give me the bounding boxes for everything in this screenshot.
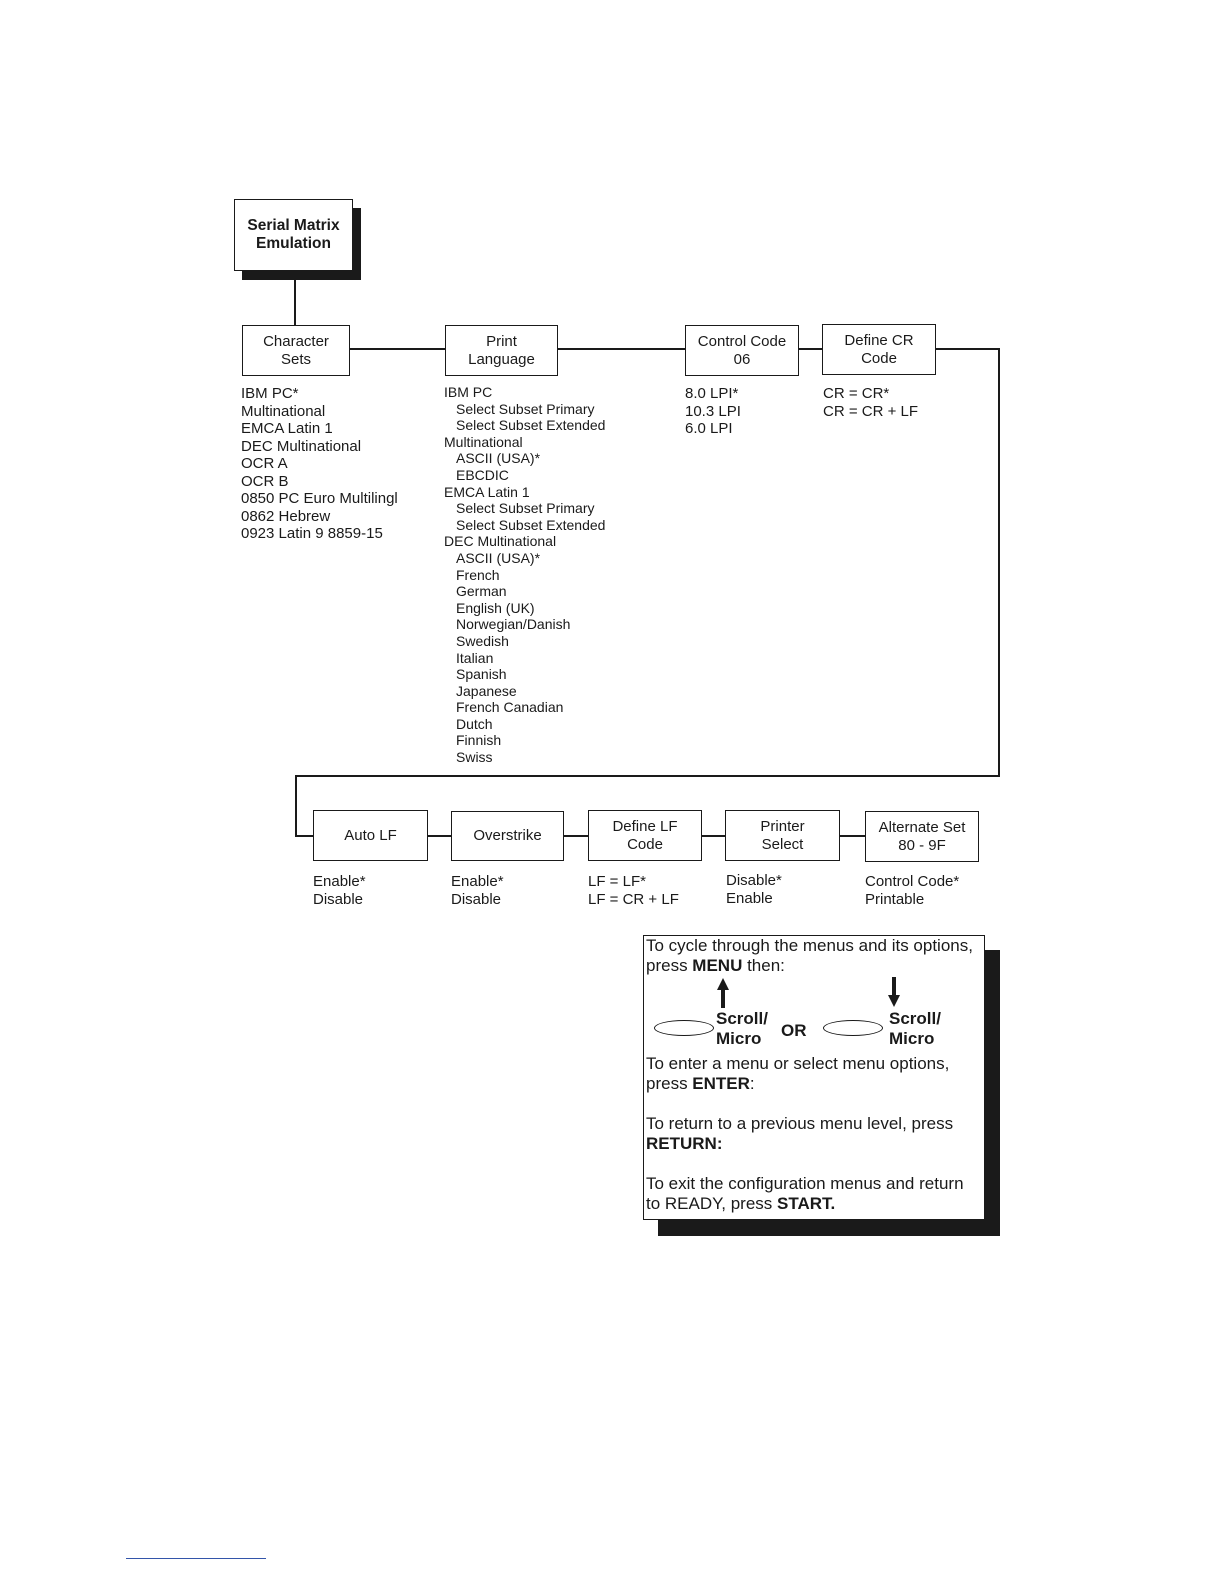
option-item: Disable*	[726, 872, 782, 889]
option-item: Printable	[865, 890, 925, 908]
menu-box-print-language	[445, 325, 558, 376]
menu-box-label-line1: Auto LF	[344, 826, 397, 844]
menu-box-label-line1: Overstrike	[473, 827, 542, 844]
option-item: EMCA Latin 1	[241, 420, 333, 437]
menu-box-label-line1: Define LF	[612, 817, 678, 835]
menu-box-overstrike	[451, 811, 564, 861]
legend-exit-pre: To exit the configuration menus and return to READY, press	[646, 1174, 964, 1213]
option-group-heading: Multinational	[444, 433, 523, 450]
connector-row1-a	[349, 348, 445, 350]
option-item: ASCII (USA)*	[456, 450, 541, 467]
option-item: English (UK)	[456, 599, 535, 616]
option-item: Select Subset Extended	[456, 417, 606, 434]
option-item: Disable	[451, 890, 502, 908]
menu-box-label-line2: Select	[761, 835, 804, 853]
option-item: EBCDIC	[456, 466, 509, 483]
option-item: Norwegian/Danish	[456, 616, 571, 633]
option-group-heading: DEC Multinational	[444, 533, 557, 550]
legend-cycle-post: then:	[742, 956, 785, 975]
scroll-up-label-line2: Micro	[716, 1029, 762, 1048]
option-item: 8.0 LPI*	[685, 385, 739, 402]
option-item: Enable*	[451, 873, 504, 890]
option-item: 6.0 LPI	[685, 420, 733, 437]
define-cr-options	[823, 385, 918, 420]
connector-row1-b	[557, 348, 685, 350]
menu-box-label-line1: Printer	[760, 817, 805, 835]
connector-left-down	[295, 775, 297, 836]
scroll-down-label-line1: Scroll/	[889, 1009, 941, 1028]
arrow-down-icon	[887, 977, 901, 1007]
option-item: Control Code*	[865, 873, 960, 890]
or-label: OR	[781, 1021, 807, 1040]
option-group-heading: IBM PC	[444, 384, 493, 400]
option-item: OCR B	[241, 472, 289, 490]
option-item: Finnish	[456, 732, 502, 749]
option-item: 10.3 LPI	[685, 402, 741, 420]
scroll-down-key-icon	[823, 1020, 883, 1036]
option-item: Select Subset Primary	[456, 400, 595, 417]
connector-row1-d	[935, 348, 999, 350]
legend-start-key: START.	[777, 1194, 836, 1213]
legend-enter-post: :	[749, 1074, 755, 1093]
menu-box-label-line2: 06	[733, 350, 751, 368]
option-item: Dutch	[456, 715, 493, 732]
legend-return-key: RETURN:	[646, 1134, 723, 1153]
legend-menu-key: MENU	[692, 956, 743, 975]
overstrike-options	[451, 873, 504, 908]
option-item: 0850 PC Euro Multilingl	[241, 490, 398, 507]
root-label-line1: Serial Matrix	[247, 217, 340, 234]
option-item: Select Subset Primary	[456, 500, 595, 517]
option-item: Japanese	[456, 682, 517, 699]
printer-select-options	[726, 872, 782, 907]
control-code-options	[685, 385, 741, 438]
option-item: Disable	[313, 890, 364, 908]
connector-row2-a	[427, 835, 451, 837]
option-item: LF = CR + LF	[588, 890, 679, 908]
print-language-options	[444, 384, 605, 766]
connector-right-down	[998, 348, 1000, 777]
option-item: OCR A	[241, 455, 288, 472]
menu-box-define-cr-code	[822, 324, 936, 375]
menu-box-label-line1: Control Code	[697, 332, 787, 350]
menu-box-character-sets	[242, 325, 350, 376]
root-menu-box	[234, 199, 353, 271]
scroll-up-label-line1: Scroll/	[716, 1009, 768, 1028]
scroll-down-label	[889, 1009, 941, 1049]
option-item: CR = CR + LF	[823, 402, 919, 420]
menu-box-label-line1: Define CR	[844, 331, 914, 349]
option-item: German	[456, 583, 507, 600]
connector-row1-c	[798, 348, 822, 350]
legend-return-pre: To return to a previous menu level, press	[646, 1114, 954, 1133]
scroll-down-label-line2: Micro	[889, 1029, 935, 1048]
connector-wrap	[295, 775, 1000, 777]
legend-enter-text	[646, 1054, 976, 1094]
option-item: Spanish	[456, 666, 507, 683]
menu-box-control-code	[685, 325, 799, 376]
menu-box-label-line1: Character	[263, 332, 329, 350]
auto-lf-options	[313, 873, 366, 908]
menu-box-label-line2: Language	[468, 350, 535, 368]
menu-box-label-line1: Alternate Set	[878, 818, 966, 836]
define-lf-options	[588, 873, 679, 908]
menu-box-define-lf-code	[588, 810, 702, 861]
option-item: Enable*	[313, 873, 366, 890]
connector-row2-in	[295, 835, 314, 837]
connector-row2-b	[563, 835, 588, 837]
option-item: ASCII (USA)*	[456, 549, 541, 566]
alternate-set-options	[865, 873, 959, 908]
menu-box-auto-lf	[313, 810, 428, 861]
option-item: 0923 Latin 9 8859-15	[241, 525, 383, 542]
menu-box-label-line1: Print	[486, 332, 517, 350]
option-item: Italian	[456, 649, 494, 666]
legend-exit-text	[646, 1174, 982, 1214]
connector-root-down	[294, 280, 296, 325]
menu-box-printer-select	[725, 810, 840, 861]
option-item: French Canadian	[456, 699, 564, 716]
menu-box-alternate-set	[865, 811, 979, 862]
connector-row2-c	[701, 835, 725, 837]
option-item: DEC Multinational	[241, 437, 362, 455]
legend-return-text	[646, 1114, 976, 1154]
option-item: LF = LF*	[588, 873, 646, 890]
legend-cycle-text	[646, 936, 982, 976]
root-label-line2: Emulation	[256, 235, 331, 252]
legend-cycle-pre: To cycle through the menus and its options, press	[646, 936, 973, 975]
legend-enter-pre: To enter a menu or select menu options, press	[646, 1054, 950, 1093]
option-item: Enable	[726, 889, 773, 907]
option-item: French	[456, 566, 500, 583]
option-item: CR = CR*	[823, 385, 890, 402]
arrow-up-icon	[716, 978, 730, 1008]
legend-box	[643, 935, 985, 1220]
option-item: Swedish	[456, 632, 509, 649]
character-sets-options	[241, 385, 398, 543]
scroll-up-label	[716, 1009, 768, 1049]
menu-box-label-line2: 80 - 9F	[898, 836, 946, 854]
legend-enter-key: ENTER	[692, 1074, 750, 1093]
menu-box-label-line2: Code	[627, 835, 663, 853]
footer-rule	[126, 1558, 266, 1559]
menu-box-label-line2: Sets	[280, 350, 311, 368]
option-item: Select Subset Extended	[456, 516, 606, 533]
option-group-heading: EMCA Latin 1	[444, 483, 530, 500]
scroll-up-key-icon	[654, 1020, 714, 1036]
connector-row2-d	[839, 835, 865, 837]
option-item: Swiss	[456, 749, 493, 766]
menu-box-label-line2: Code	[861, 349, 897, 367]
option-item: 0862 Hebrew	[241, 507, 331, 525]
option-item: Multinational	[241, 402, 326, 420]
option-item: IBM PC*	[241, 385, 299, 402]
